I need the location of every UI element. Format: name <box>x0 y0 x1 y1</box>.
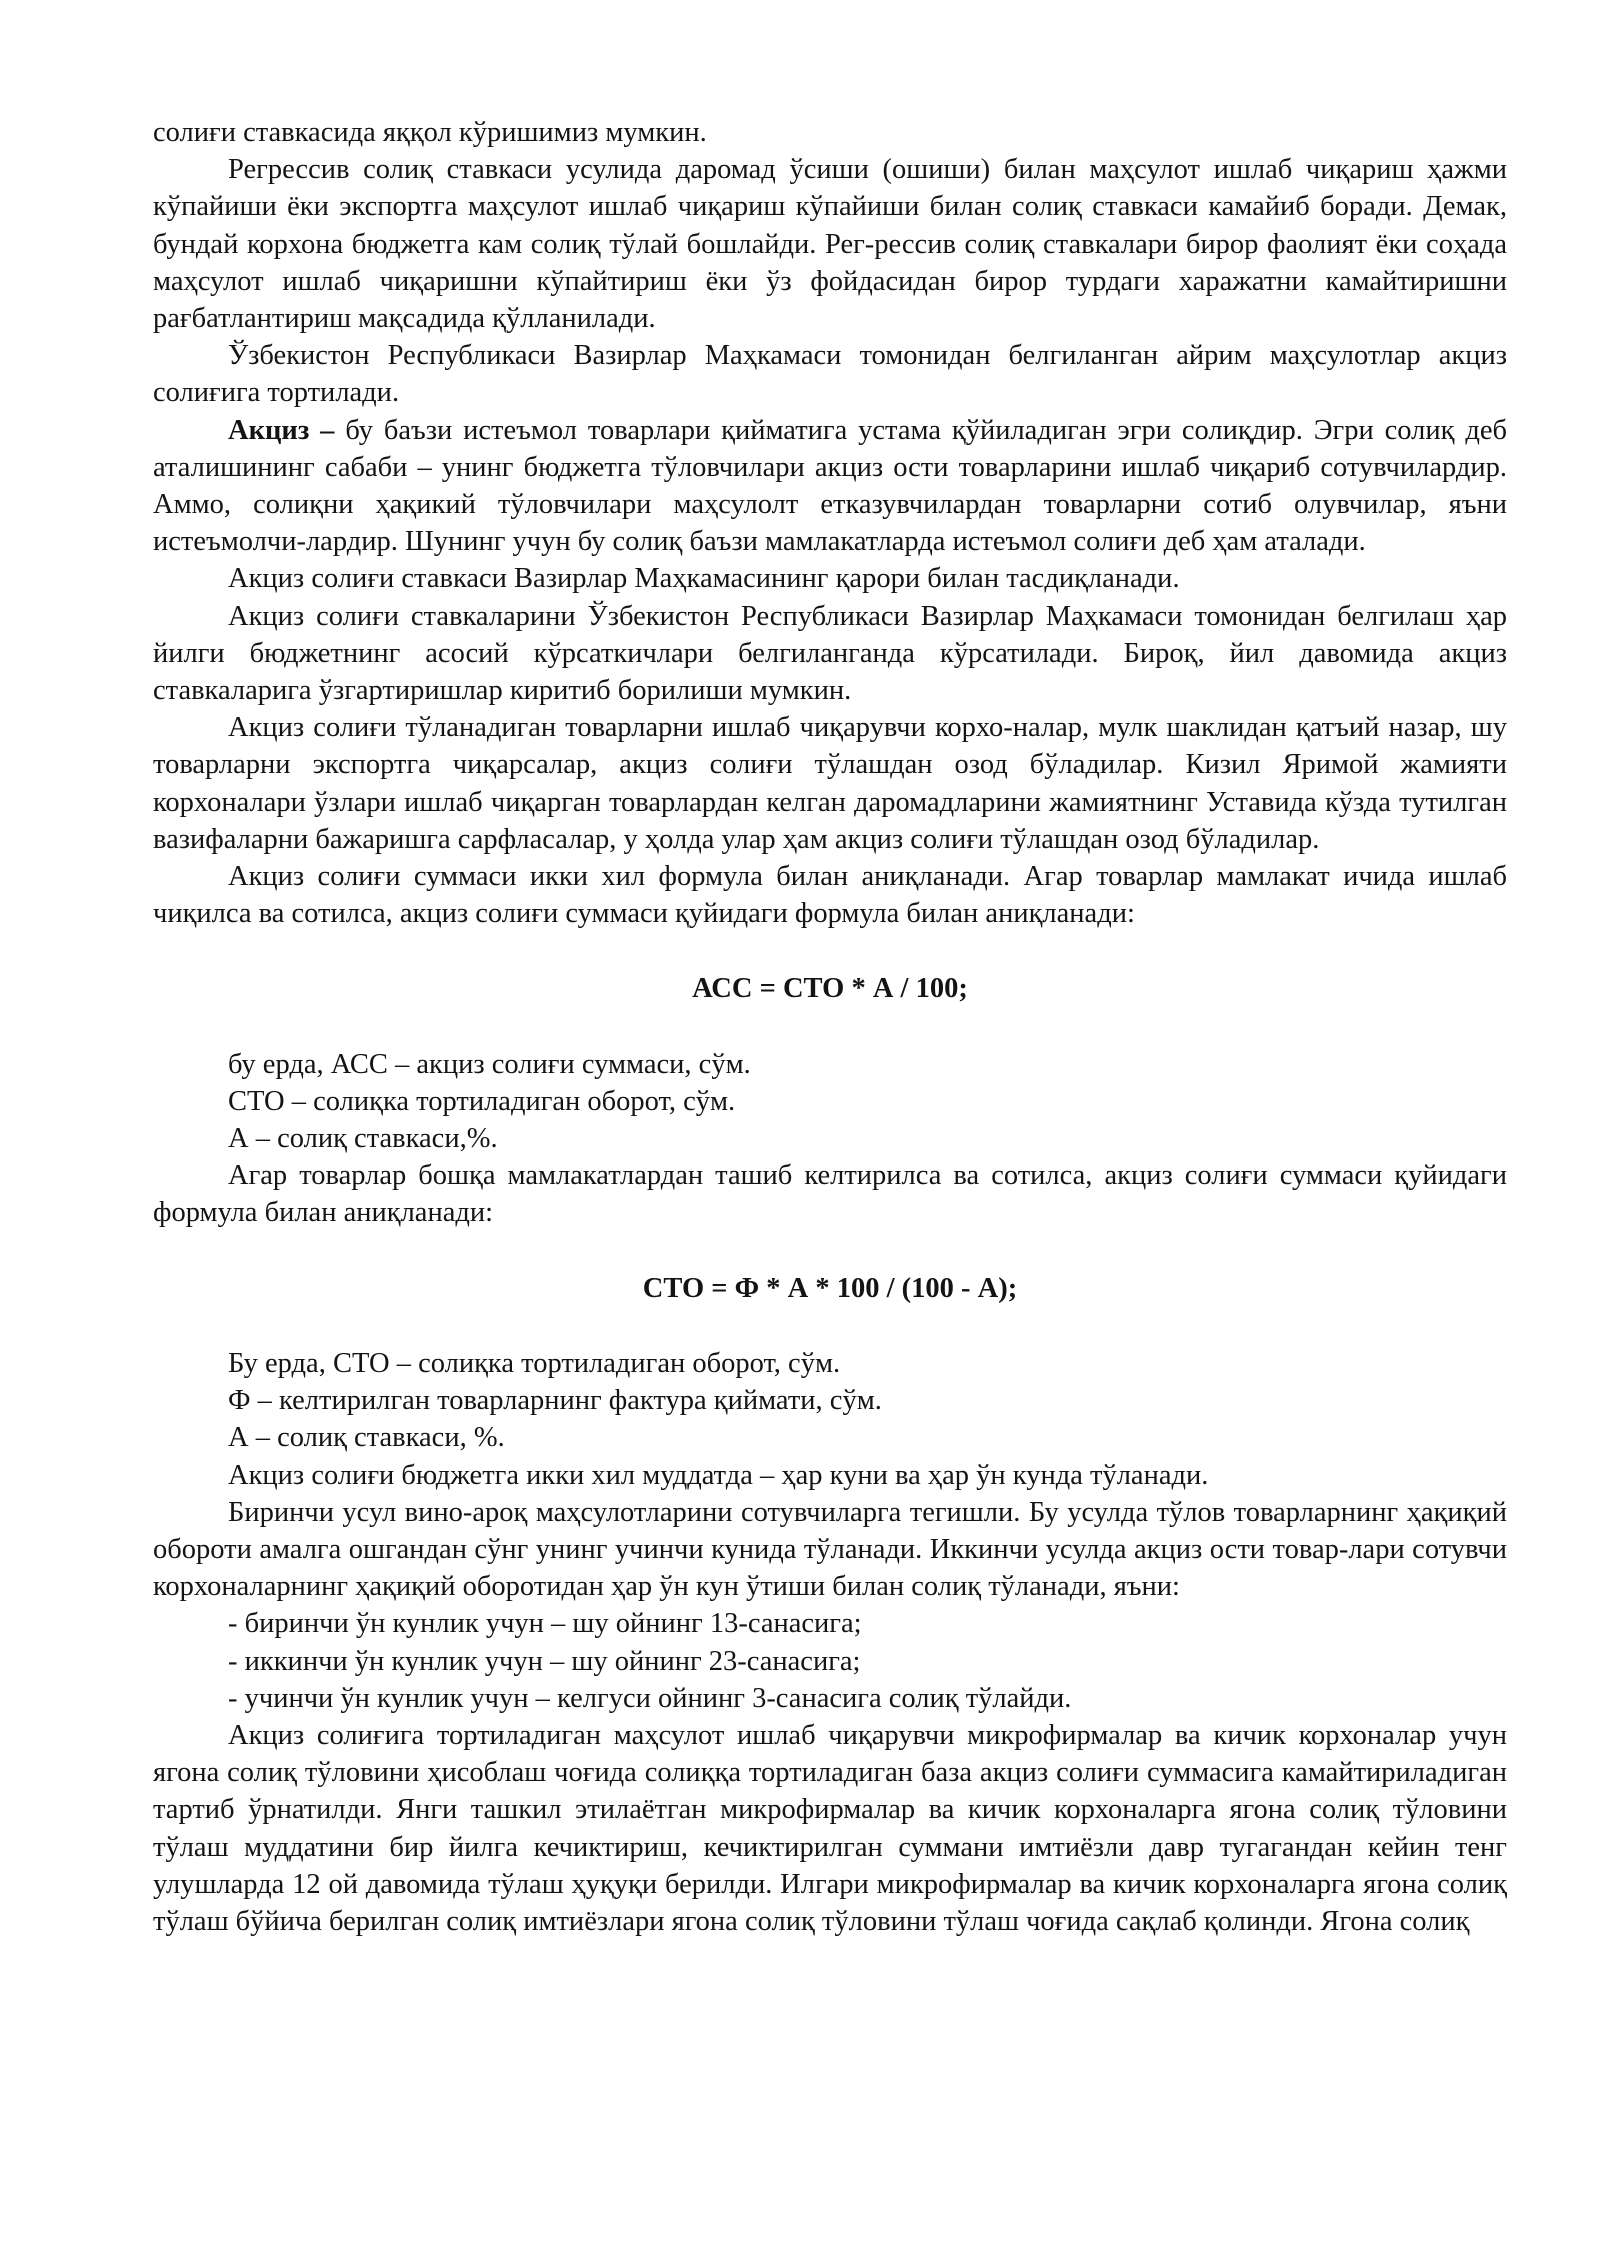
paragraph-regressive-rate: Регрессив солиқ ставкаси усулида даромад ўсиши (ошиши) билан маҳсулот ишлаб чиқариш ҳажми кўпайиши ёки экспортга маҳсулот ишлаб чиқариш кўпайиши билан солиқ ставкаси камайиб боради. Демак, бундай корхона бюджетга кам солиқ тўлай бошлайди. Рег-рессив солиқ ставкалари бирор фаолият ёки соҳада маҳсулот ишлаб чиқаришни кўпайтириш ёки ўз фойдасидан бирор турдаги харажатни камайтиришни рағбатлантириш мақсадида қўлланилади. <box>153 154 1507 335</box>
list-item: - биринчи ўн кунлик учун – шу ойнинг 13-санасига; <box>228 1608 862 1640</box>
paragraph-excise-goods: Ўзбекистон Республикаси Вазирлар Маҳкамаси томонидан белгиланган айрим маҳсулотлар акциз солиғига тортилади. <box>153 340 1507 409</box>
list-item: - учинчи ўн кунлик учун – келгуси ойнинг 3-санасига солиқ тўлайди. <box>228 1682 1072 1714</box>
paragraph-rate-setting: Акциз солиғи ставкаларини Ўзбекистон Республикаси Вазирлар Маҳкамаси томонидан белгилаш ҳар йилги бюджетнинг асосий кўрсаткичлари белгиланганда кўрсатилади. Бироқ, йил давомида акциз ставкаларига ўзгартиришлар киритиб борилиши мумкин. <box>153 600 1507 707</box>
formula-import: СТО = Ф * А * 100 / (100 - А); <box>642 1272 1018 1304</box>
paragraph-exemptions: Акциз солиғи тўланадиган товарларни ишлаб чиқарувчи корхо-налар, мулк шаклидан қатъий назар, шу товарларни экспортга чиқарсалар, акциз солиғи тўлашдан озод бўладилар. Кизил Яримой жамияти корхоналари ўзлари ишлаб чиқарган товарлардан келган даромадларини жамиятнинг Уставида кўзда тутилган вазифаларни бажаришга сарфласалар, у ҳолда улар ҳам акциз солиғи тўлашдан озод бўладилар. <box>153 712 1507 855</box>
definition-f: Ф – келтирилган товарларнинг фактура қиймати, сўм. <box>228 1385 882 1417</box>
formula-domestic: АСС = СТО * А / 100; <box>692 973 968 1005</box>
paragraph-rate-approval: Акциз солиғи ставкаси Вазирлар Маҳкамасининг қарори билан тасдиқланади. <box>228 563 1180 595</box>
paragraph-import-formula-intro: Агар товарлар бошқа мамлакатлардан ташиб келтирилса ва сотилса, акциз солиғи суммаси қуйидаги формула билан аниқланади: <box>153 1160 1507 1229</box>
paragraph-formula-intro: Акциз солиғи суммаси икки хил формула билан аниқланади. Агар товарлар мамлакат ичида ишлаб чиқилса ва сотилса, акциз солиғи суммаси қуйидаги формула билан аниқланади: <box>153 861 1507 930</box>
definition-a-2: А – солиқ ставкаси, %. <box>228 1422 505 1454</box>
list-item: - иккинчи ўн кунлик учун – шу ойнинг 23-санасига; <box>228 1645 861 1677</box>
term-excise: Акциз – <box>228 414 335 446</box>
definition-acc: бу ерда, АСС – акциз солиғи суммаси, сўм. <box>228 1048 751 1080</box>
paragraph-payment-terms: Акциз солиғи бюджетга икки хил муддатда – ҳар куни ва ҳар ўн кунда тўланади. <box>228 1459 1209 1491</box>
document-body <box>153 114 1507 1940</box>
paragraph-continuation: солиғи ставкасида яққол кўришимиз мумкин. <box>153 117 707 148</box>
paragraph-microfirms: Акциз солиғига тортиладиган маҳсулот ишлаб чиқарувчи микрофирмалар ва кичик корхоналар учун ягона солиқ тўловини ҳисоблаш чоғида солиққа тортиладиган база акциз солиғи суммасига камайтириладиган тартиб ўрнатилди. Янги ташкил этилаётган микрофирмалар ва кичик корхоналарга ягона солиқ тўловини тўлаш муддатини бир йилга кечиктириш, кечиктирилган суммани имтиёзли давр тугагандан кейин тенг улушларда 12 ой давомида тўлаш ҳуқуқи берилди. Илгари микрофирмалар ва кичик корхоналарга ягона солиқ тўлаш бўйича берилган солиқ имтиёзлари ягона солиқ тўловини тўлаш чоғида сақлаб қолинди. Ягона солиқ <box>153 1719 1507 1937</box>
definition-sto-2: Бу ерда, СТО – солиқка тортиладиган оборот, сўм. <box>228 1347 841 1379</box>
paragraph-payment-methods: Биринчи усул вино-ароқ маҳсулотларини сотувчиларга тегишли. Бу усулда тўлов товарларнинг ҳақиқий обороти амалга ошгандан сўнг унинг учинчи кунида тўланади. Иккинчи усулда акциз ости товар-лари сотувчи корхоналарнинг ҳақиқий оборотидан ҳар ўн кун ўтиши билан солиқ тўланади, яъни: <box>153 1496 1507 1603</box>
definition-sto: СТО – солиқка тортиладиган оборот, сўм. <box>228 1085 736 1117</box>
excise-definition-text: бу баъзи истеъмол товарлари қийматига устама қўйиладиган эгри солиқдир. Эгри солиқ деб аталишининг сабаби – унинг бюджетга тўловчилари акциз ости товарларини ишлаб чиқариб сотувчилардир. Аммо, солиқни ҳақикий тўловчилари маҳсулолт етказувчилардан товарларни сотиб олувчилар, яъни истеъмолчи-лардир. Шунинг учун бу солиқ баъзи мамлакатларда истеъмол солиғи деб ҳам аталади. <box>153 414 1507 558</box>
paragraph-excise-definition <box>153 412 1507 561</box>
definition-a: А – солиқ ставкаси,%. <box>228 1123 498 1155</box>
